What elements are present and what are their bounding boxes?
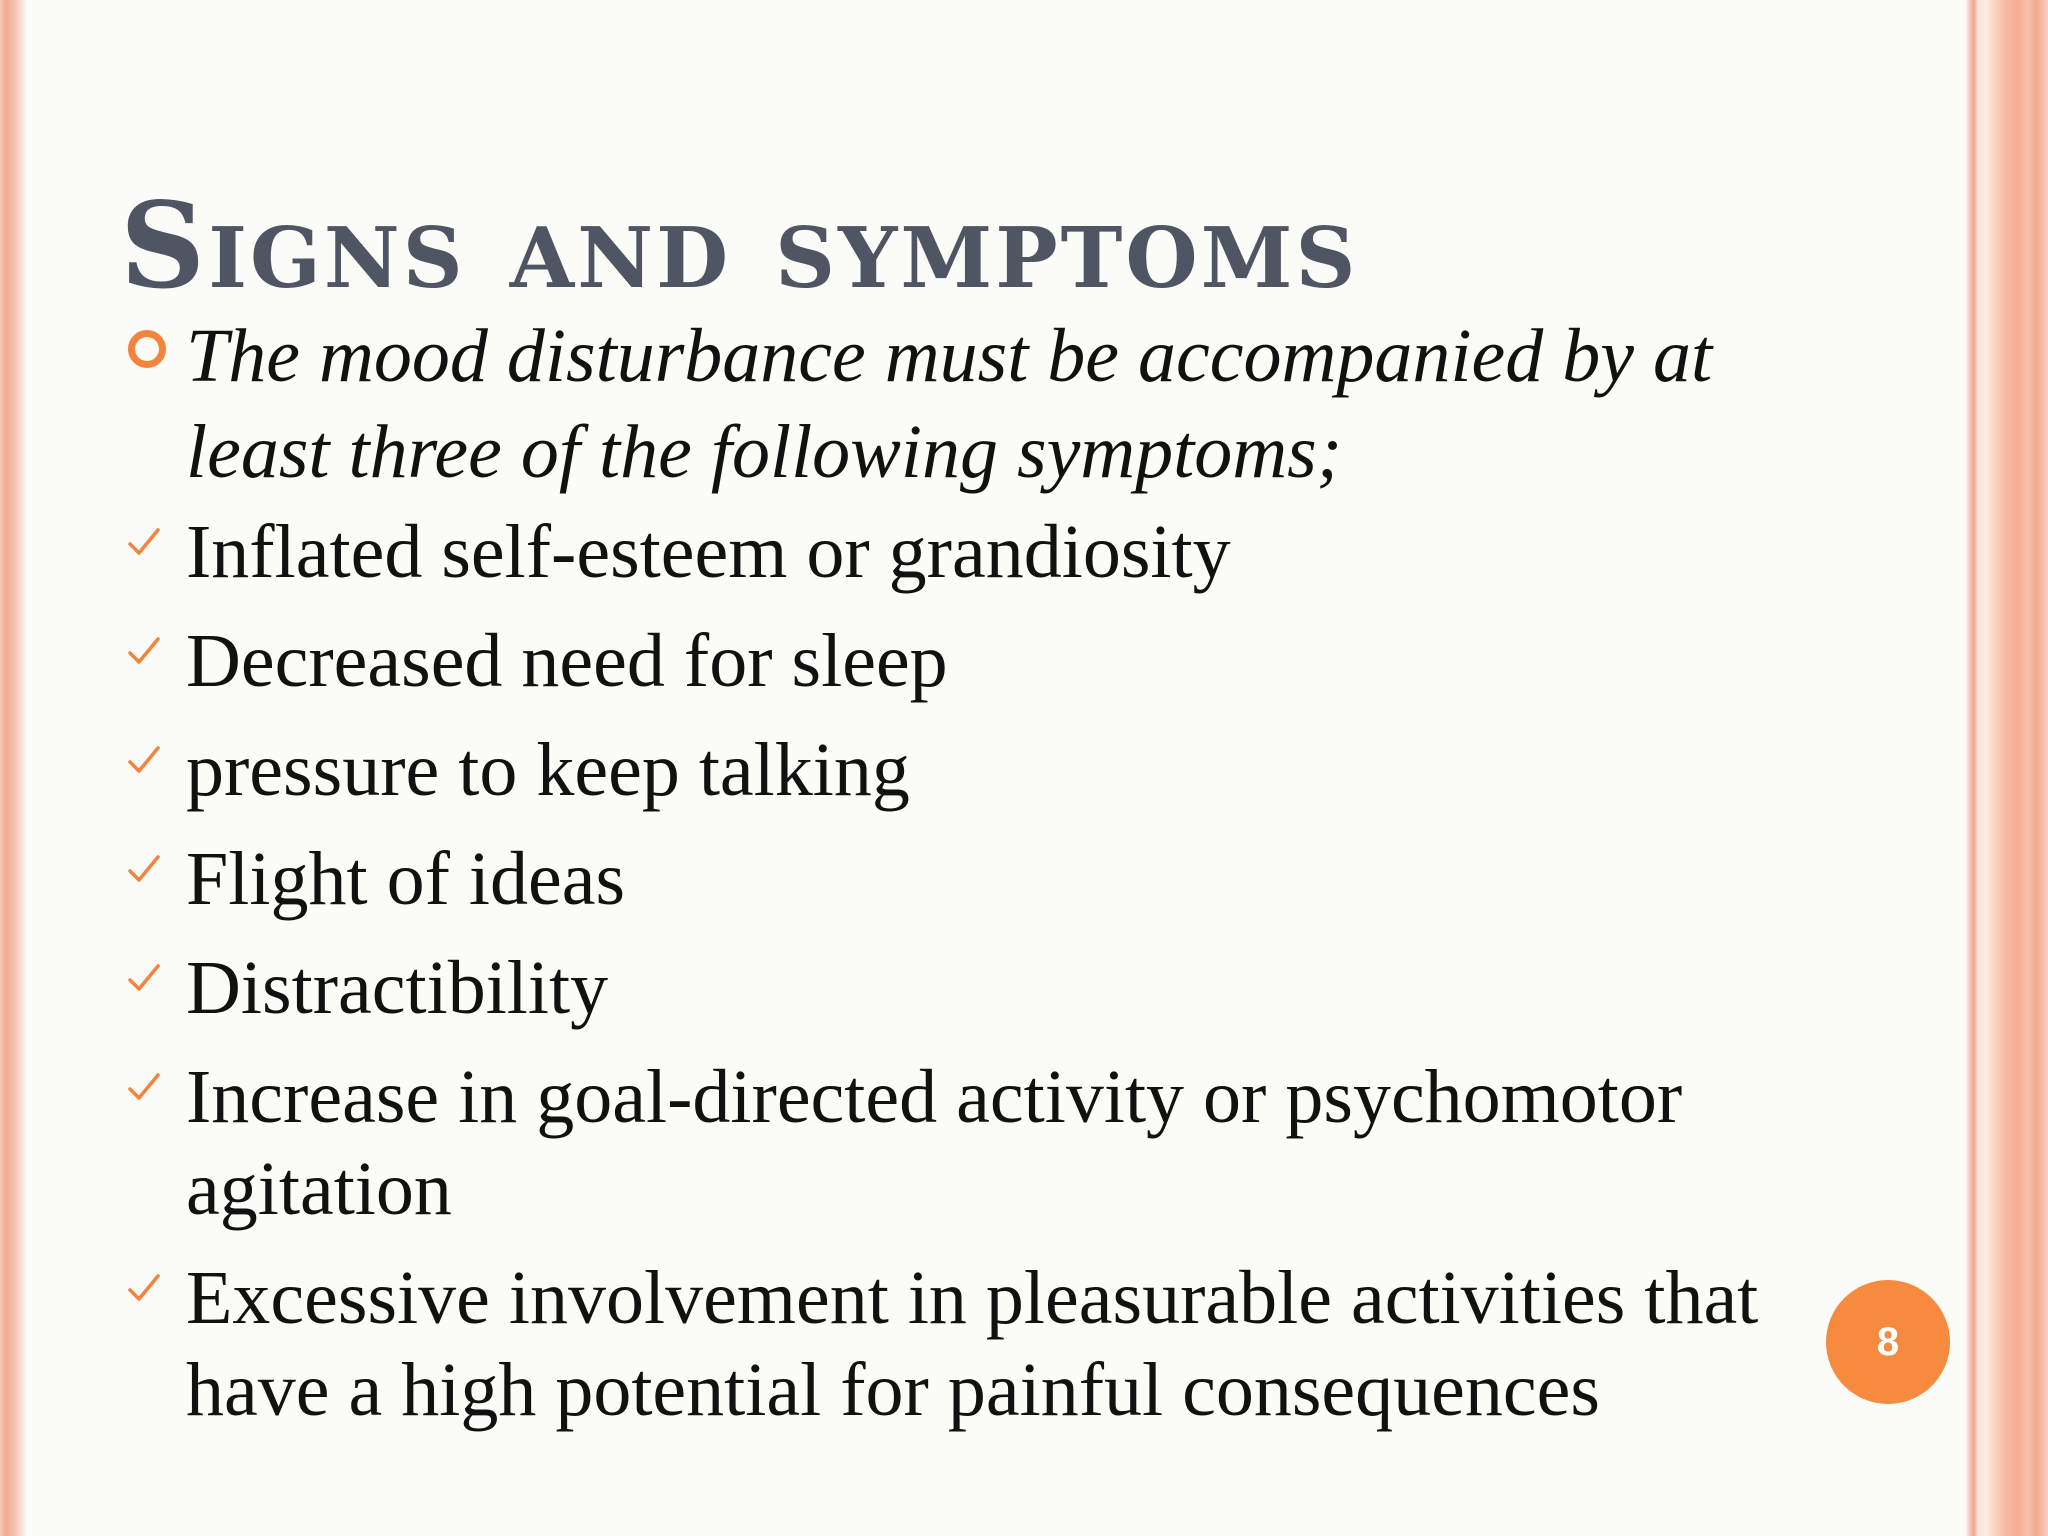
checkmark-icon	[126, 742, 162, 778]
right-decorative-border	[1966, 0, 2048, 1536]
intro-bullet	[126, 308, 1806, 500]
list-item	[126, 724, 1806, 816]
list-item-text: pressure to keep talking	[186, 728, 910, 812]
list-item	[126, 833, 1806, 925]
list-item-text: Flight of ideas	[186, 837, 626, 921]
checkmark-icon	[126, 1270, 162, 1306]
list-item	[126, 1051, 1806, 1235]
list-item-text: Inflated self-esteem or grandiosity	[186, 510, 1231, 594]
checkmark-icon	[126, 851, 162, 887]
list-item-text: Increase in goal-directed activity or psychomotor agitation	[186, 1055, 1683, 1231]
list-item	[126, 615, 1806, 707]
slide-title: Signs and symptoms	[120, 176, 1359, 315]
intro-text: The mood disturbance must be accompanied by at least three of the following symptoms;	[186, 314, 1713, 494]
list-item	[126, 1252, 1806, 1436]
checkmark-icon	[126, 524, 162, 560]
list-item	[126, 506, 1806, 598]
list-item	[126, 942, 1806, 1034]
checkmark-icon	[126, 1069, 162, 1105]
left-decorative-border	[0, 0, 26, 1536]
bullet-list	[126, 308, 1806, 1453]
checkmark-icon	[126, 960, 162, 996]
list-item-text: Excessive involvement in pleasurable activities that have a high potential for painful consequences	[186, 1256, 1759, 1432]
list-item-text: Distractibility	[186, 946, 609, 1030]
page-number-badge: 8	[1826, 1280, 1950, 1404]
ring-bullet-icon	[128, 330, 166, 368]
list-item-text: Decreased need for sleep	[186, 619, 948, 703]
checkmark-icon	[126, 633, 162, 669]
